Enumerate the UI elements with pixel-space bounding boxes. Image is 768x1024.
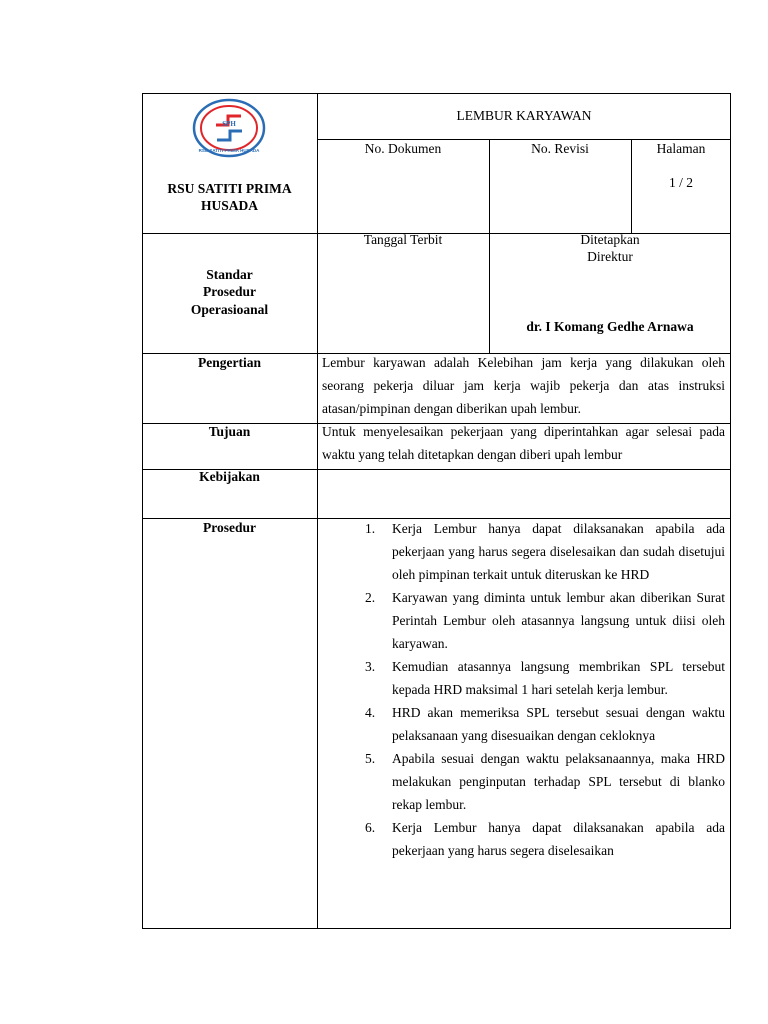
prosedur-item-number: 3. — [365, 659, 376, 674]
sop-label-line1: Standar — [206, 267, 253, 282]
director-name: dr. I Komang Gedhe Arnawa — [526, 319, 694, 334]
tujuan-label: Tujuan — [208, 424, 251, 439]
halaman-value: 1 / 2 — [668, 175, 693, 190]
prosedur-item — [365, 816, 725, 862]
prosedur-item — [365, 747, 725, 816]
prosedur-list — [365, 517, 725, 862]
hospital-logo — [192, 98, 266, 158]
pengertian-label: Pengertian — [198, 355, 261, 370]
direktur-label: Direktur — [587, 249, 633, 264]
pengertian-text: Lembur karyawan adalah Kelebihan jam kerja yang dilakukan oleh seorang pekerja diluar jam kerja wajib pekerja dan atas instruksi atasan/pimpinan dengan diberikan upah lembur. — [322, 355, 725, 416]
hospital-name-line2: HUSADA — [200, 198, 258, 213]
no-dokumen-label: No. Dokumen — [364, 141, 442, 156]
ditetapkan-label: Ditetapkan — [580, 232, 640, 247]
tanggal-terbit-label: Tanggal Terbit — [363, 232, 443, 247]
prosedur-item-text: Kerja Lembur hanya dapat dilaksanakan apabila ada pekerjaan yang harus segera diselesaikan — [392, 820, 725, 858]
sop-label-line3: Operasioanal — [190, 302, 269, 317]
prosedur-item-text: HRD akan memeriksa SPL tersebut sesuai dengan waktu pelaksanaan yang disesuaikan dengan cekloknya — [392, 705, 725, 743]
prosedur-item — [365, 517, 725, 586]
prosedur-item — [365, 655, 725, 701]
prosedur-item-text: Kerja Lembur hanya dapat dilaksanakan apabila ada pekerjaan yang harus segera diselesaikan dan sudah disetujui oleh pimpinan terkait untuk diteruskan ke HRD — [392, 521, 725, 582]
document-title: LEMBUR KARYAWAN — [456, 108, 592, 123]
hospital-name-line1: RSU SATITI PRIMA — [167, 181, 292, 196]
prosedur-item — [365, 701, 725, 747]
prosedur-item-number: 2. — [365, 590, 376, 605]
logo-ring-text: RSU SATITI PRIMA HUSADA — [198, 148, 260, 153]
prosedur-label: Prosedur — [203, 520, 256, 535]
kebijakan-label: Kebijakan — [199, 469, 260, 484]
logo-badge-text: SPH — [222, 120, 236, 128]
prosedur-item-number: 1. — [365, 521, 376, 536]
prosedur-item-text: Karyawan yang diminta untuk lembur akan diberikan Surat Perintah Lembur oleh atasannya langsung untuk diisi oleh karyawan. — [392, 590, 725, 651]
prosedur-item-number: 6. — [365, 820, 376, 835]
prosedur-item — [365, 586, 725, 655]
tujuan-text: Untuk menyelesaikan pekerjaan yang diperintahkan agar selesai pada waktu yang telah ditetapkan dengan diberi upah lembur — [322, 424, 725, 462]
prosedur-item-text: Kemudian atasannya langsung membrikan SPL tersebut kepada HRD maksimal 1 hari setelah kerja lembur. — [392, 659, 725, 697]
prosedur-item-text: Apabila sesuai dengan waktu pelaksanaannya, maka HRD melakukan penginputan terhadap SPL tersebut di blanko rekap lembur. — [392, 751, 725, 812]
halaman-label: Halaman — [656, 141, 706, 156]
row-divider-title — [317, 139, 731, 140]
prosedur-item-number: 4. — [365, 705, 376, 720]
prosedur-item-number: 5. — [365, 751, 376, 766]
no-revisi-label: No. Revisi — [531, 141, 589, 156]
sop-label-line2: Prosedur — [203, 284, 256, 299]
column-divider — [317, 93, 318, 929]
